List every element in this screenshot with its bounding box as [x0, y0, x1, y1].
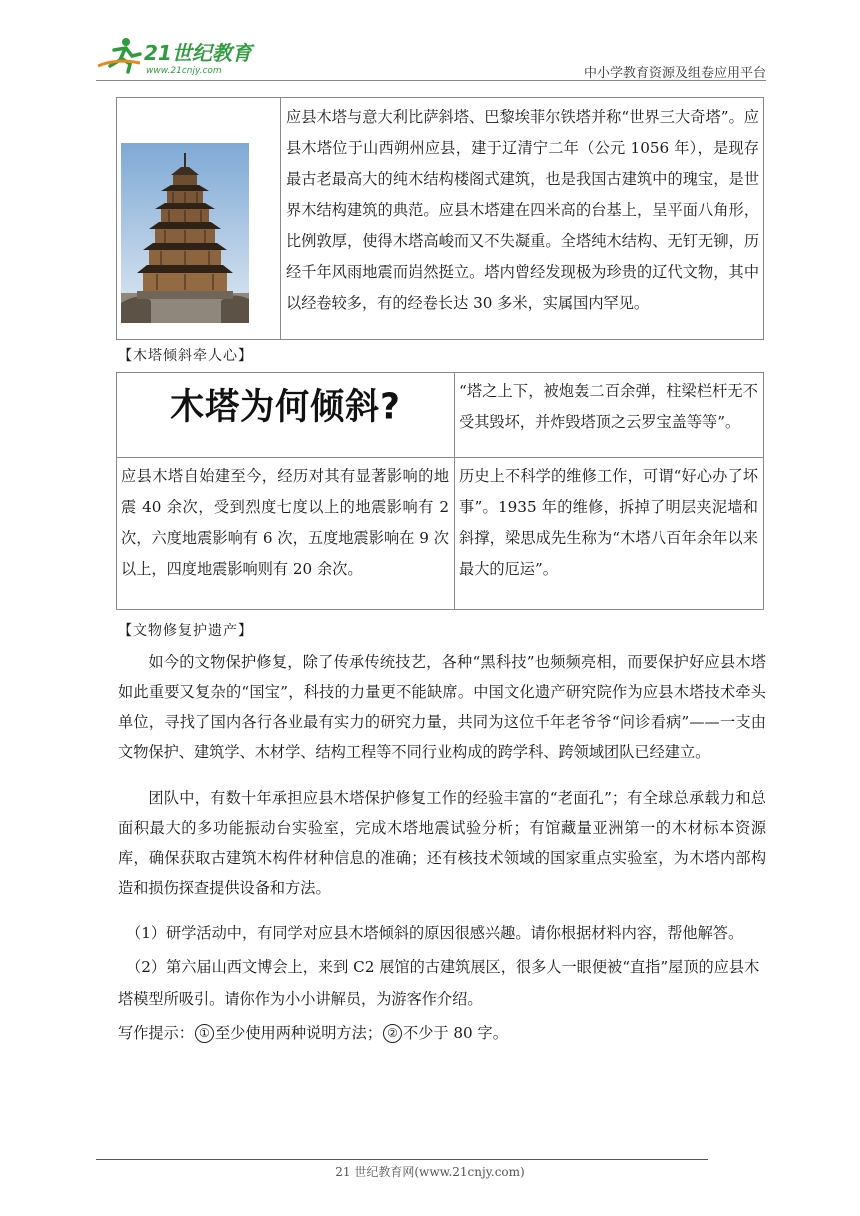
logo-url: www.21cnjy.com	[146, 66, 222, 76]
hint-item-2: 不少于 80 字。	[403, 1024, 508, 1042]
paragraph-team: 团队中，有数十年承担应县木塔保护修复工作的经验丰富的“老面孔”；有全球总承载力和总面积最大的多功能振动台实验室，完成木塔地震试验分析；有馆藏量亚洲第一的木材标本资源库，确保获取古建筑木构件材种信息的准确；还有核技术领域的国家重点实验室，为木塔内部构造和损伤探查提供设备和方法。	[118, 789, 766, 897]
tilt-title-image-text: 木塔为何倾斜?	[170, 386, 401, 429]
site-logo	[96, 36, 266, 76]
question-1: （1）研学活动中，有同学对应县木塔倾斜的原因很感兴趣。请你根据材料内容，帮他解答。	[126, 924, 744, 942]
section-heading-restoration: 【文物修复护遗产】	[118, 623, 253, 639]
writing-hint	[118, 1018, 766, 1048]
intro-text: 应县木塔与意大利比萨斜塔、巴黎埃菲尔铁塔并称“世界三大奇塔”。应县木塔位于山西朔州应县，建于辽清宁二年（公元 1056 年），是现存最古老最高大的纯木结构楼阁式建筑，也是我国古建筑中的瑰宝，是世界木结构建筑的典范。应县木塔建在四米高的台基上，呈平面八角形，比例敦厚，使得木塔高峻而又不失凝重。全塔纯木结构、无钉无铆，历经千年风雨地震而岿然挺立。塔内曾经发现极为珍贵的辽代文物，其中以经卷较多，有的经卷长达 30 多米，实属国内罕见。	[281, 98, 764, 340]
tilt-quote: “塔之上下，被炮轰二百余弹，柱梁栏杆无不受其毁坏，并炸毁塔顶之云罗宝盖等等”。	[455, 373, 764, 458]
pagoda-photo	[121, 143, 249, 323]
section-heading-tilt: 【木塔倾斜牵人心】	[118, 348, 253, 364]
hint-item-1: 至少使用两种说明方法；	[214, 1024, 382, 1042]
question-2-line-1: （2）第六届山西文博会上，来到 C2 展馆的古建筑展区，很多人一眼便被“直指”屋顶的应县木	[126, 958, 760, 976]
tilt-title-cell	[117, 373, 455, 458]
page-footer: 21 世纪教育网(www.21cnjy.com)	[335, 1165, 525, 1179]
question-2-line-2: 塔模型所吸引。请你作为小小讲解员，为游客作介绍。	[118, 990, 483, 1008]
tilt-table	[116, 372, 764, 610]
logo-text: 21世纪教育	[144, 41, 252, 65]
hint-marker-2: ②	[383, 1024, 402, 1043]
repair-text: 历史上不科学的维修工作，可谓“好心办了坏事”。1935 年的维修，拆掉了明层夹泥墙和斜撑，梁思成先生称为“木塔八百年余年以来最大的厄运”。	[455, 458, 764, 610]
hint-prefix: 写作提示：	[118, 1024, 194, 1042]
intro-table	[116, 97, 764, 340]
header-divider	[96, 80, 766, 81]
hint-marker-1: ①	[195, 1024, 214, 1043]
footer-divider	[96, 1159, 708, 1160]
paragraph-technology: 如今的文物保护修复，除了传承传统技艺，各种“黑科技”也频频亮相，而要保护好应县木塔如此重要又复杂的“国宝”，科技的力量更不能缺席。中国文化遗产研究院作为应县木塔技术牵头单位，寻找了国内各行各业最有实力的研究力量，共同为这位千年老爷爷“问诊看病”——一支由文物保护、建筑学、木材学、结构工程等不同行业构成的跨学科、跨领域团队已经建立。	[118, 653, 766, 761]
page-header	[96, 30, 766, 80]
pagoda-photo-cell	[117, 98, 281, 340]
earthquake-text: 应县木塔自始建至今，经历对其有显著影响的地震 40 余次，受到烈度七度以上的地震影响有 2 次，六度地震影响有 6 次，五度地震影响在 9 次以上，四度地震影响则有 20 余次。	[117, 458, 455, 610]
platform-name: 中小学教育资源及组卷应用平台	[583, 66, 766, 81]
